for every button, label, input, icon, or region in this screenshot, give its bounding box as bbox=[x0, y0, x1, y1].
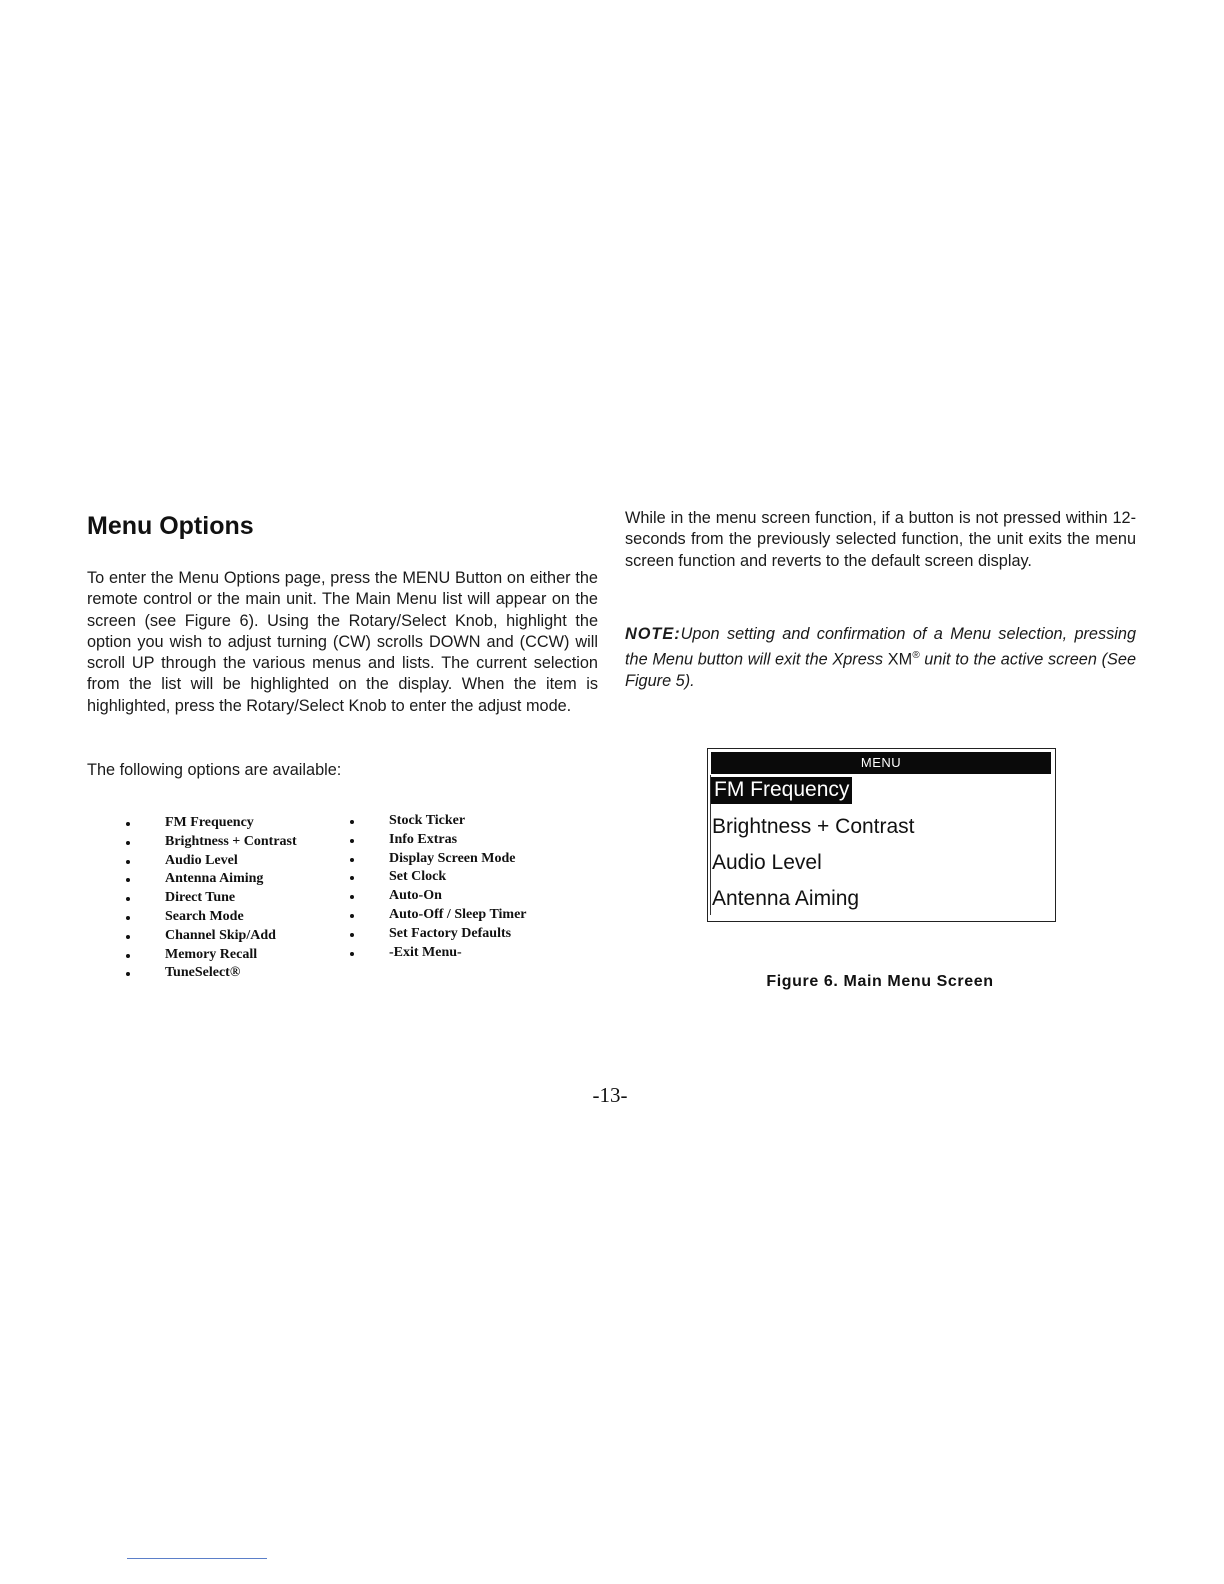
section-heading: Menu Options bbox=[87, 512, 254, 540]
option-item: Search Mode bbox=[125, 908, 297, 927]
option-item: Direct Tune bbox=[125, 889, 297, 908]
option-item: Memory Recall bbox=[125, 946, 297, 965]
footnote-divider bbox=[127, 1558, 267, 1559]
option-item: Display Screen Mode bbox=[349, 850, 527, 869]
options-intro-text: The following options are available: bbox=[87, 761, 342, 779]
options-list-column-1 bbox=[125, 814, 297, 983]
options-list-column-2 bbox=[349, 812, 527, 962]
timeout-paragraph: While in the menu screen function, if a button is not pressed within 12-seconds from the previously selected function, the unit exits the menu screen function and reverts to the default screen display. bbox=[625, 509, 1136, 570]
note-text-before: Upon setting and confirmation of a Menu selection, pressing the Menu button will exit the Xpress bbox=[625, 625, 1136, 669]
option-item: Auto-Off / Sleep Timer bbox=[349, 906, 527, 925]
note-text-after: unit to the active screen (See Figure 5). bbox=[625, 650, 1136, 691]
option-item: Stock Ticker bbox=[349, 812, 527, 831]
figure-caption: Figure 6. Main Menu Screen bbox=[766, 973, 994, 990]
xm-brand: XM bbox=[887, 650, 913, 669]
option-item: Antenna Aiming bbox=[125, 870, 297, 889]
option-item: FM Frequency bbox=[125, 814, 297, 833]
option-item: Auto-On bbox=[349, 887, 527, 906]
menu-screen-header: MENU bbox=[711, 752, 1051, 774]
option-item: Info Extras bbox=[349, 831, 527, 850]
option-item: -Exit Menu- bbox=[349, 944, 527, 963]
option-item: Set Factory Defaults bbox=[349, 925, 527, 944]
intro-paragraph: To enter the Menu Options page, press the MENU Button on either the remote control or the main unit. The Main Menu list will appear on the screen (see Figure 6). Using the Rotary/Select Knob, highlight the option you wish to adjust turning (CW) scrolls DOWN and (CCW) will scroll UP through the various menus and lists. The current selection from the list will be highlighted on the display. When the item is highlighted, press the Rotary/Select Knob to enter the adjust mode. bbox=[87, 569, 598, 715]
note-paragraph bbox=[625, 624, 1136, 692]
option-item: Brightness + Contrast bbox=[125, 833, 297, 852]
option-item: Set Clock bbox=[349, 868, 527, 887]
menu-screen-item-selected: FM Frequency bbox=[711, 777, 852, 804]
menu-screen-item: Audio Level bbox=[712, 851, 822, 874]
menu-screen-item: Antenna Aiming bbox=[712, 887, 860, 910]
option-item: TuneSelect® bbox=[125, 964, 297, 983]
menu-screen-item: Brightness + Contrast bbox=[712, 815, 915, 838]
registered-mark: ® bbox=[912, 650, 920, 662]
note-label: NOTE: bbox=[625, 625, 681, 643]
option-item: Audio Level bbox=[125, 852, 297, 871]
page-number: -13- bbox=[592, 1083, 628, 1107]
option-item: Channel Skip/Add bbox=[125, 927, 297, 946]
main-menu-screen-figure bbox=[707, 748, 1056, 922]
